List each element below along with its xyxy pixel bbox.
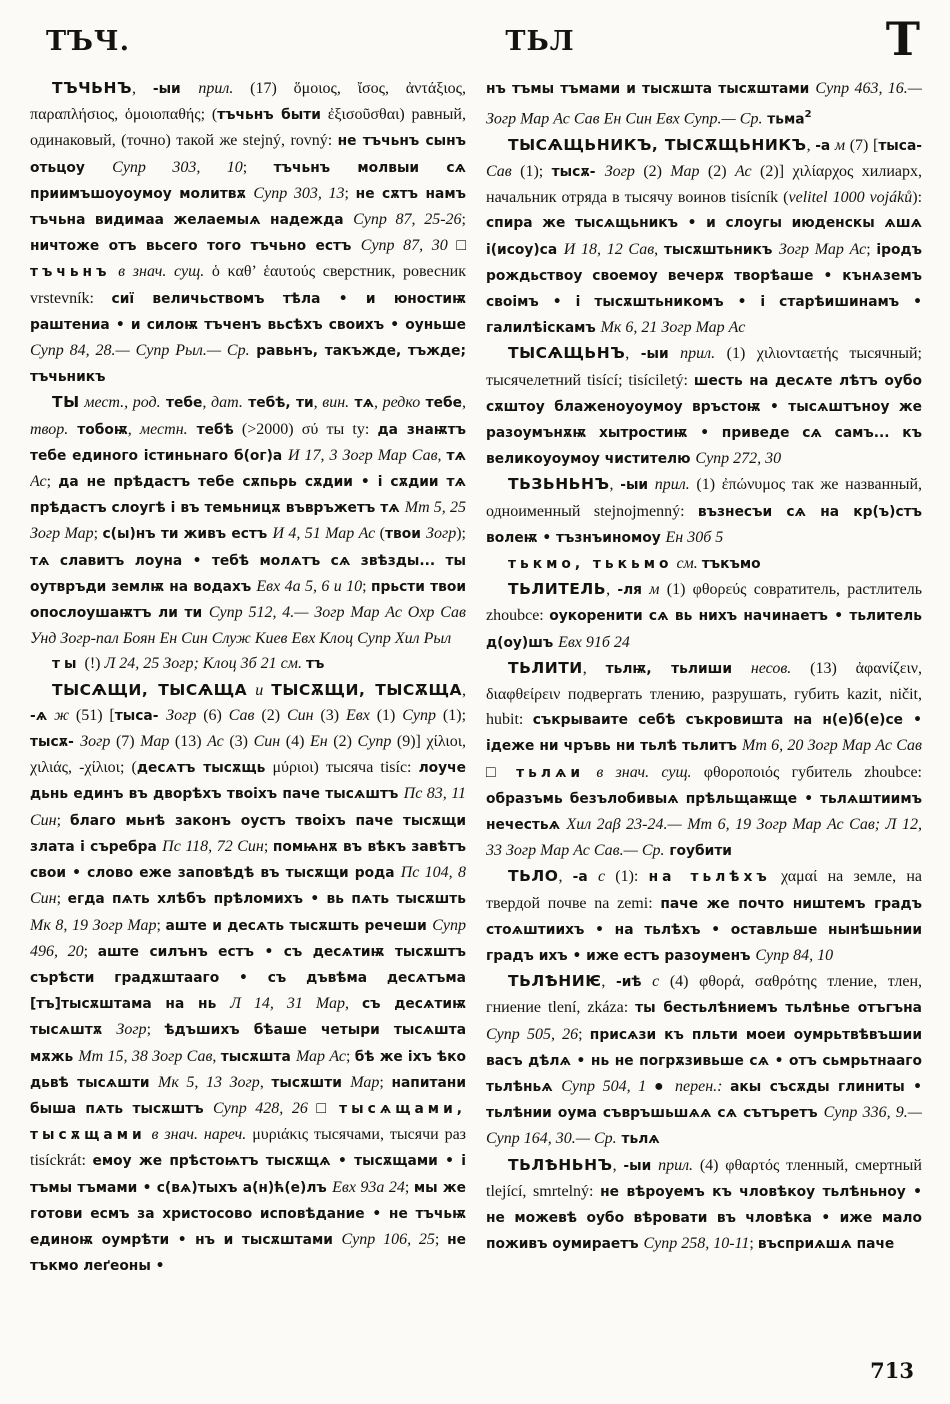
entry-segment-n: ; — [362, 577, 371, 595]
entry-segment-cs: тысѫштьникъ — [663, 241, 779, 258]
entry-segment-it: Мар Ас — [295, 1047, 347, 1065]
entry-segment-hw: ТЫСѪЩИ, ТЫСѪЩА — [271, 680, 463, 699]
entry-segment-cs: паче же почто ништемъ градъ стоѧштиихъ • на тьлѣхъ • оставльше нынѣшьнии градъ ихъ • иже естъ разоуменъ — [486, 895, 922, 965]
entry-segment-cs: тебѣ — [187, 421, 234, 438]
entry-segment-n: (4) φθαρτός тленный, смертный tlející, smrtelný: — [486, 1156, 922, 1200]
entry-segment-n: ● — [646, 1078, 675, 1096]
entry-segment-cs: тысѫ- — [30, 734, 81, 751]
entry-segment-it: Ен — [310, 733, 328, 751]
entry-segment-n: (17) ὅμοιος, ἴσος, ἀντάξιος, παραπλήσιος, ὁμοιοπαθής; ( — [30, 80, 466, 124]
entry-segment-sup: 2 — [804, 109, 812, 121]
entry-segment-n: μύριοι) тысяча tisíc: — [265, 759, 419, 777]
entry-segment-hw: ТЫСѦЩЬНИКЪ, ТЫСѪЩЬНИКЪ — [508, 135, 807, 154]
dictionary-entry — [30, 651, 466, 677]
entry-segment-cs: -ыи — [620, 477, 649, 494]
entry-segment-it: Супр 84, 28.— Супр Рыл.— Ср. — [30, 342, 250, 360]
entry-segment-n: ; — [263, 837, 273, 855]
entry-segment-cs: -ыи — [640, 346, 669, 363]
entry-segment-sp: тькмо, тькьмо — [508, 555, 673, 572]
section-letter: Т — [885, 12, 920, 66]
entry-segment-n: ἐξισοῦσθαι) равный, одинаковый, (точно) такой же stejný, rovný: — [30, 106, 466, 150]
entry-segment-cs: тѧ славитъ лоуна • тебѣ молѧтъ сѧ звѣзды... ты оутвръди землѭ на водахъ — [30, 552, 466, 595]
entry-segment-cs: іродъ рождьствоу своемоу вечерѫ творѣаше • кънѧземъ своімъ • і тысѫштьникомъ • і старѣишинамъ • галилѣіскамъ — [486, 241, 922, 337]
dictionary-entry — [486, 577, 922, 656]
entry-segment-it: Зогр — [604, 162, 635, 180]
dictionary-entry — [486, 472, 922, 551]
entry-segment-n: (9)] χίλιοι, χιλιάς, -χίλιοι; ( — [30, 733, 466, 777]
entry-segment-cs: тьлѧ — [616, 1131, 660, 1148]
entry-segment-n: ; — [346, 1047, 355, 1065]
entry-segment-cs: акы съсѫды глиниты • тьлѣнии оума съвръшьшѧѧ сѧ сътъретъ — [486, 1079, 922, 1122]
entry-segment-it: прил. — [648, 476, 690, 494]
entry-segment-it: Мт 15, 38 Зогр Сав — [78, 1047, 213, 1065]
entry-segment-n: ; — [242, 158, 274, 176]
entry-segment-n: ; — [146, 1021, 165, 1039]
entry-segment-it: Син — [286, 706, 314, 724]
entry-segment-cs: съкрываите себѣ съкровишта на н(е)б(е)се • ідеже ни чръвь ни тьлѣ тьлитъ — [486, 712, 922, 755]
entry-segment-n: ὁ καθ’ ἑαυτούς сверстник, ровесник vrstevník: — [30, 263, 466, 307]
column-right — [486, 76, 922, 1362]
entry-segment-it: Мар — [140, 733, 170, 751]
entry-segment-it: Мт 5, 25 Зогр Мар — [30, 499, 466, 543]
entry-segment-it: перен.: — [674, 1078, 731, 1096]
entry-segment-n: (1); — [511, 162, 552, 180]
entry-segment-cs: не тъчьнъ сынъ отьцоу — [30, 133, 466, 176]
entry-segment-it: Ас — [30, 473, 47, 491]
entry-segment-n: ; — [83, 942, 98, 960]
entry-segment-it: Син — [253, 733, 281, 751]
entry-segment-cs: лоуче дьнь единъ въ дворѣхъ твоіхъ паче тысѧштъ — [30, 760, 466, 803]
entry-segment-it: Супр 496, 20 — [30, 916, 466, 960]
entry-segment-hw: ТЬЛѢНИѤ — [508, 972, 602, 991]
entry-segment-it: Супр 303, 13 — [253, 184, 345, 202]
entry-segment-n: , — [462, 681, 466, 699]
entry-segment-it: ж — [47, 706, 69, 724]
entry-segment-it: Пс 83, 11 Син — [30, 785, 466, 829]
entry-segment-cs: ты бестьлѣниемъ тьлѣнье отъгъна — [635, 1000, 922, 1017]
entry-segment-it: Мк 6, 21 Зогр Мар Ас — [600, 319, 746, 337]
entry-segment-n: , — [654, 240, 664, 258]
entry-segment-cs: -ѧ — [30, 707, 48, 724]
entry-segment-n: (4) φθορά, σαθρότης тление, тлен, гниение tlení, zkáza: — [486, 973, 922, 1017]
entry-segment-n: ; — [749, 1235, 758, 1253]
entry-segment-it: velitel 1000 vojáků — [788, 189, 913, 207]
entry-segment-it: Супр 87, 25-26 — [353, 211, 462, 229]
entry-segment-cs: да знаѭтъ тебе единого істиньнаго б(ог)а — [30, 421, 466, 464]
entry-segment-cs: тебе — [420, 395, 462, 412]
entry-segment-it: Мк 5, 13 Зогр — [158, 1073, 260, 1091]
entry-segment-cs: равьнъ, такъжде, тъжде; тъчьникъ — [30, 343, 466, 386]
entry-segment-cs: твои — [384, 526, 427, 543]
entry-segment-it: Мар — [350, 1073, 380, 1091]
entry-segment-it: Супр — [357, 733, 392, 751]
entry-segment-n: ; — [93, 525, 103, 543]
entry-segment-n: φθοροποιός губитель zhoubce: — [691, 763, 922, 781]
dictionary-entry — [486, 133, 922, 342]
entry-segment-n: , — [582, 659, 606, 677]
entry-segment-it: Супр 303, 10 — [112, 158, 243, 176]
entry-segment-n: ; — [434, 1230, 448, 1248]
entry-segment-it: Супр 463, 16.— Зогр Мар Ас Сав Ен Син Евх Супр.— Ср. — [486, 80, 922, 128]
entry-segment-it: прил. — [651, 1156, 694, 1174]
entry-segment-n: μυριάκις тысячами, тысячи раз tisíckrát: — [30, 1126, 466, 1170]
entry-segment-it: , дат. — [202, 394, 243, 412]
entry-segment-n: □ — [307, 1099, 340, 1117]
column-left — [30, 76, 466, 1362]
entry-segment-cs: тебе — [160, 395, 203, 412]
entry-segment-n: (51) [ — [69, 706, 115, 724]
entry-segment-it: мест., род. — [79, 394, 161, 412]
entry-segment-n: (7) — [110, 733, 141, 751]
entry-segment-it: Пс 118, 72 Син — [162, 837, 264, 855]
entry-segment-n: , — [609, 476, 621, 494]
entry-segment-it: Супр 272, 30 — [695, 450, 782, 468]
dictionary-entry — [30, 76, 466, 390]
entry-segment-cs: -ыи — [623, 1157, 652, 1174]
entry-segment-cs: мы же готови есмъ за христосово исповѣдание • не тъчьѭ единоѭ оумрѣти • нъ и тысѫштами — [30, 1179, 466, 1248]
entry-segment-cs: тъчьнъ быти — [217, 107, 321, 124]
entry-segment-sp: тысѧщами, тысѫщами — [30, 1100, 466, 1144]
entry-segment-it: , твор. — [30, 394, 466, 438]
entry-segment-it: прил. — [668, 345, 716, 363]
entry-segment-hw: ТЫСѦЩЬНЪ — [508, 344, 626, 363]
entry-segment-hw: ТЫ — [52, 393, 80, 412]
entry-segment-n: ; — [56, 890, 68, 908]
entry-segment-n: (3) — [223, 733, 254, 751]
entry-segment-n: ; — [56, 811, 71, 829]
entry-segment-cs: сиї величьствомъ тѣла • и юностиѭ раштениа • и силоѭ тъченъ вьсѣхъ своихъ • оуньше — [30, 290, 466, 333]
entry-segment-cs: -ыи — [152, 81, 199, 97]
entry-segment-cs: тѧ — [446, 447, 466, 464]
entry-segment-n: (1) χιλιονταετής тысячный; тысячелетний tisící; tisíciletý: — [486, 345, 922, 389]
entry-segment-cs: не сѫтъ намъ тъчьна видимаа желаемыѧ надежда — [30, 185, 466, 229]
entry-segment-n: ); — [456, 525, 466, 543]
entry-segment-it: , редко — [374, 394, 421, 412]
entry-segment-n: (1); — [436, 706, 466, 724]
entry-segment-n: , — [601, 973, 617, 991]
entry-segment-sp: ты — [52, 656, 81, 673]
dictionary-entry — [486, 341, 922, 472]
entry-segment-sp: на тьлѣхъ — [648, 869, 771, 886]
page-number: 713 — [870, 1358, 914, 1383]
entry-segment-it: м — [642, 581, 660, 599]
entry-segment-n: (2)] χιλίαρχος хилиарх, начальник отряда в тысячу воинов tisícník ( — [486, 162, 922, 207]
dictionary-entry — [486, 969, 922, 1152]
entry-segment-n: (4) — [280, 733, 311, 751]
entry-segment-n: (2) — [634, 162, 671, 180]
entry-segment-it: Супр 504, 1 — [561, 1078, 647, 1096]
entry-segment-it: Евх — [345, 706, 370, 724]
entry-segment-cs: тьлѭ, тьлиши — [605, 660, 732, 677]
entry-segment-it: Супр 428, 26 — [212, 1099, 308, 1117]
entry-segment-n: ; — [379, 1073, 392, 1091]
entry-segment-it: Супр 87, 30 — [360, 237, 448, 255]
entry-segment-n: □ — [486, 763, 517, 781]
entry-segment-n: ; — [46, 473, 59, 491]
entry-segment-hw: ТЬЛѢНЬНЪ — [508, 1155, 613, 1174]
entry-segment-n: , — [212, 1047, 221, 1065]
entry-segment-n: , — [612, 1156, 624, 1174]
entry-segment-sp: тъчьнъ — [30, 264, 111, 281]
entry-segment-n: (13) — [169, 733, 208, 751]
entry-segment-n: (2) — [327, 733, 358, 751]
entry-segment-n: (2) — [254, 706, 287, 724]
entry-segment-cs: емоу же прѣстоѩтъ тысѫщѧ • тысѫщами • і тъмы тъмами • с(вѧ)тыхъ а(н)ћ(е)лъ — [30, 1153, 466, 1196]
entry-segment-cs: тъ — [305, 656, 325, 673]
entry-segment-cs: тьма — [762, 111, 805, 128]
entry-segment-cs: аште силънъ естъ • съ десѧтиѭ тысѫштъ сърѣсти градѫштааго • съ дъвѣма десѧтъма [тъ]тысѫштама на нь — [30, 943, 466, 1013]
entry-segment-it: Мт 6, 20 Зогр Мар Ас Сав — [742, 737, 922, 755]
entry-segment-cs: ѣдъшихъ бѣаше четыри тысѧшта мѫжь — [30, 1022, 466, 1065]
entry-segment-cs: -а — [815, 137, 831, 154]
entry-segment-it: Пс 104, 8 Син — [30, 864, 466, 908]
entry-segment-it: м — [830, 136, 846, 154]
entry-segment-it: Зогр — [80, 733, 111, 751]
entry-segment-n: , — [259, 1073, 272, 1091]
entry-segment-it: прил. — [198, 80, 234, 97]
entry-segment-it: Сав — [486, 162, 512, 180]
entry-segment-cs: тысѫшти — [271, 1074, 351, 1091]
entry-segment-it: Зогр — [116, 1021, 147, 1039]
entry-segment-it: Супр 106, 25 — [341, 1230, 435, 1248]
entry-segment-it: Супр 512, 4.— Зогр Мар Ас Охр Сав Унд Зогр-пал Боян Ен Син Служ Киев Евх Клоц Супр Хил Рыл — [30, 604, 466, 648]
entry-segment-n: (3) — [313, 706, 346, 724]
entry-segment-cs: не тъкмо леґеоны • — [30, 1231, 466, 1275]
entry-segment-it: Евх 93а 24 — [332, 1178, 405, 1196]
entry-segment-it: Ас — [735, 162, 752, 180]
entry-segment-cs: с(ы)нъ ти живъ естъ — [102, 526, 273, 543]
entry-segment-cs: тъчьнъ молвыи сѧ приимъшоуоумоу молитвѫ — [30, 159, 466, 202]
entry-segment-cs: да не прѣдастъ тебе сѫпьрь сѫдии • і сѫдии тѧ прѣдастъ слоугѣ і въ темьницѫ въвръжетъ тѧ — [30, 474, 466, 517]
entry-segment-it: Зогр — [426, 525, 457, 543]
entry-segment-cs: -а — [572, 869, 588, 886]
entry-segment-n: ; — [866, 240, 877, 258]
entry-segment-n: (6) — [196, 706, 229, 724]
entry-segment-cs: напитани быша пѧть тысѫштъ — [30, 1074, 466, 1117]
entry-segment-it: в знач. нареч. — [145, 1126, 247, 1144]
entry-segment-it: Л 14, 31 Мар — [230, 995, 345, 1013]
entry-segment-n: , — [606, 581, 618, 599]
dictionary-entry — [486, 1153, 922, 1258]
entry-segment-cs: възнесъи сѧ на кр(ъ)стъ волеѭ • тъзнъиномоу — [486, 503, 922, 546]
entry-segment-n: , — [625, 345, 641, 363]
entry-segment-hw: ТЬЛИТИ — [508, 658, 583, 677]
running-head-center: ТЬЛ — [505, 26, 575, 57]
entry-segment-it: Супр — [402, 706, 437, 724]
entry-segment-it: Супр 84, 10 — [755, 947, 834, 965]
entry-segment-n: (13) ἀφανίζειν, διαφθείρειν подвергать тлению, разрушать, губить kazit, ničit, hubit: — [486, 659, 922, 729]
entry-segment-it: , вин. — [313, 394, 350, 412]
entry-segment-it: Зогр Мар Ас — [778, 240, 867, 258]
entry-segment-n: χαμαί на земле, на твердой почве na zemi: — [486, 868, 922, 912]
entry-segment-cs: въсприѧшѧ паче — [757, 1236, 895, 1253]
entry-segment-it: Зогр — [166, 706, 197, 724]
entry-segment-it: Мар — [670, 162, 700, 180]
entry-segment-cs: -иѣ — [616, 974, 642, 991]
entry-segment-cs: тѧ — [349, 395, 374, 412]
entry-segment-it: И 4, 51 Мар Ас — [272, 525, 376, 543]
entry-segment-hw: ТЬЗЬНЬНЪ — [508, 475, 610, 494]
entry-segment-hw: ТЬЛО — [508, 867, 559, 886]
entry-segment-it: И 18, 12 Сав — [563, 240, 655, 258]
entry-segment-cs: егда пѧть хлѣбъ прѣломихъ • вь пѧть тысѫшть — [67, 891, 466, 908]
entry-segment-n: , — [437, 446, 447, 464]
entry-segment-it: Л 24, 25 Зогр; Клоц 3б 21 см. — [104, 655, 306, 673]
entry-segment-it: Сав — [228, 706, 255, 724]
entry-segment-cs: помѩнѫ въ вѣкъ завѣтъ свои • слово еже заповѣдѣ въ тысѫщи рода — [30, 838, 466, 882]
entry-segment-n: (1) — [369, 706, 403, 724]
entry-segment-n: (>2000) σύ ты ty: — [233, 420, 378, 438]
entry-segment-cs: оукоренити сѧ вь нихъ начинаетъ • тьлитель д(оу)шъ — [486, 608, 922, 651]
entry-segment-cs: тобоѭ — [68, 421, 128, 438]
entry-segment-it: Мк 8, 19 Зогр Мар — [30, 916, 157, 934]
entry-segment-it: Супр 258, 10-11 — [643, 1235, 750, 1253]
dictionary-entry — [486, 551, 922, 577]
entry-segment-n: ; — [578, 1025, 590, 1043]
entry-segment-cs: присѧзи къ пльти моеи оумрьтвѣвъшии васъ дѣлѧ • нь не погрѫзивьше сѧ • отъ сьмрьтнааго тьлѣньѧ — [486, 1026, 922, 1096]
dictionary-entry — [486, 864, 922, 969]
entry-segment-n: □ — [447, 237, 466, 255]
entry-segment-it: Супр 505, 26 — [486, 1025, 579, 1043]
dictionary-entry — [30, 678, 466, 1280]
entry-segment-cs: бѣ же іхъ ѣко дьвѣ тысѧшти — [30, 1048, 466, 1091]
dictionary-entry — [30, 390, 466, 651]
entry-segment-cs: аште и десѧть тысѫшть речеши — [165, 917, 433, 934]
entry-segment-it: Ас — [207, 733, 224, 751]
entry-segment-cs: тысѫшта — [220, 1048, 296, 1065]
entry-segment-n: , — [344, 995, 362, 1013]
entry-segment-cs: не вѣроуемъ къ чловѣкоу тьлѣньноу • не можевѣ оубо вѣровати въ чловѣка • иже мало поживъ оумираетъ — [486, 1183, 922, 1253]
entry-segment-cs: тъкъмо — [701, 555, 761, 572]
entry-segment-cs: тыса- — [878, 137, 922, 154]
entry-segment-cs: съ десѧтиѭ тысѧштѫ — [30, 996, 466, 1039]
entry-segment-it: с — [587, 868, 606, 886]
entry-segment-it: Ен 30б 5 — [665, 528, 724, 546]
entry-segment-cs: прьсти твои опослоушаѭтъ ли ти — [30, 578, 466, 622]
entry-segment-n: (1): — [605, 868, 649, 886]
entry-segment-it: И 17, 3 Зогр Мар Сав — [288, 446, 438, 464]
entry-segment-n: (7) [ — [845, 136, 879, 154]
entry-segment-it: Супр 336, 9.— Супр 164, 30.— Ср. — [486, 1104, 922, 1148]
entry-segment-n: (1) φθορεύς совратитель, растлитель zhoubce: — [486, 581, 922, 625]
entry-segment-it: Евх 4а 5, 6 и 10 — [256, 577, 363, 595]
entry-segment-n: , — [132, 80, 153, 97]
dictionary-entry — [486, 76, 922, 133]
entry-segment-it: , местн. — [127, 420, 188, 438]
entry-segment-n: (2) — [699, 162, 735, 180]
entry-segment-cs: шесть на десѧте лѣтъ оубо сѫштоу блаженоуоумоу връстоѭ • тысѧштъноу же разоумънѫѭ хытростиѭ • приведе сѧ самъ... къ великоуоумоу чистителю — [486, 372, 922, 468]
entry-segment-n: ( — [375, 525, 385, 543]
entry-segment-it: и — [247, 681, 272, 699]
entry-segment-cs: нъ тъмы тъмами и тысѫшта тысѫштами — [486, 81, 816, 97]
entry-segment-n: ): — [912, 189, 922, 207]
entry-segment-cs: спира же тысѧщьникъ • и слоугы июденскы ѧшѧ і(исоу)са — [486, 215, 922, 258]
entry-segment-n: , — [558, 868, 573, 886]
entry-segment-it: с — [641, 973, 660, 991]
entry-segment-hw: ТЬЛИТЕЛЬ — [508, 580, 607, 599]
entry-segment-n: , — [806, 136, 816, 154]
entry-segment-it: Хил 2аβ 23-24.— Мт 6, 19 Зогр Мар Ас Сав; Л 12, 33 Зогр Мар Ас Сав.— Ср. — [486, 816, 922, 860]
entry-segment-n: (1) ἐπώνυμος так же названный, одноименный stejnojmenný: — [486, 476, 922, 520]
entry-segment-it: в знач. сущ. — [110, 263, 205, 281]
entry-segment-n: ; — [156, 916, 166, 934]
entry-segment-n: ; — [461, 211, 466, 229]
entry-segment-it: см. — [672, 554, 702, 572]
entry-segment-hw: ТЫСѦЩИ, ТЫСѦЩА — [52, 680, 248, 699]
entry-segment-cs: тысѫ- — [551, 163, 605, 180]
entry-segment-cs: образъмь безълобивыѧ прѣльщаѭще • тьлѧштиимъ нечестьѧ — [486, 790, 922, 834]
entry-segment-it: в знач. сущ. — [584, 763, 692, 781]
entry-segment-n: ; — [344, 184, 356, 202]
entry-segment-n: (!) — [80, 655, 105, 673]
entry-segment-cs: ничтоже отъ вьсего того тъчьно естъ — [30, 238, 361, 255]
entry-segment-hw: ТЪЧЬНЪ — [52, 79, 133, 97]
entry-segment-it: несов. — [732, 659, 792, 677]
entry-segment-cs: -ля — [617, 582, 643, 599]
entry-segment-cs: гоубити — [664, 843, 732, 860]
entry-segment-it: Евх 91б 24 — [558, 633, 630, 651]
entry-segment-cs: тебѣ, ти — [242, 395, 314, 412]
entry-segment-cs: десѧтъ тысѫщь — [136, 760, 266, 777]
entry-segment-sp: тьлѧи — [516, 764, 585, 781]
dictionary-entry — [486, 656, 922, 865]
entry-segment-n: ; — [404, 1178, 414, 1196]
entry-segment-cs: тыса- — [114, 707, 167, 724]
entry-segment-cs: благо мьнѣ законъ оустъ твоіхъ паче тысѫщи злата і съребра — [30, 812, 466, 855]
running-head-left: ТЪЧ. — [46, 26, 130, 57]
